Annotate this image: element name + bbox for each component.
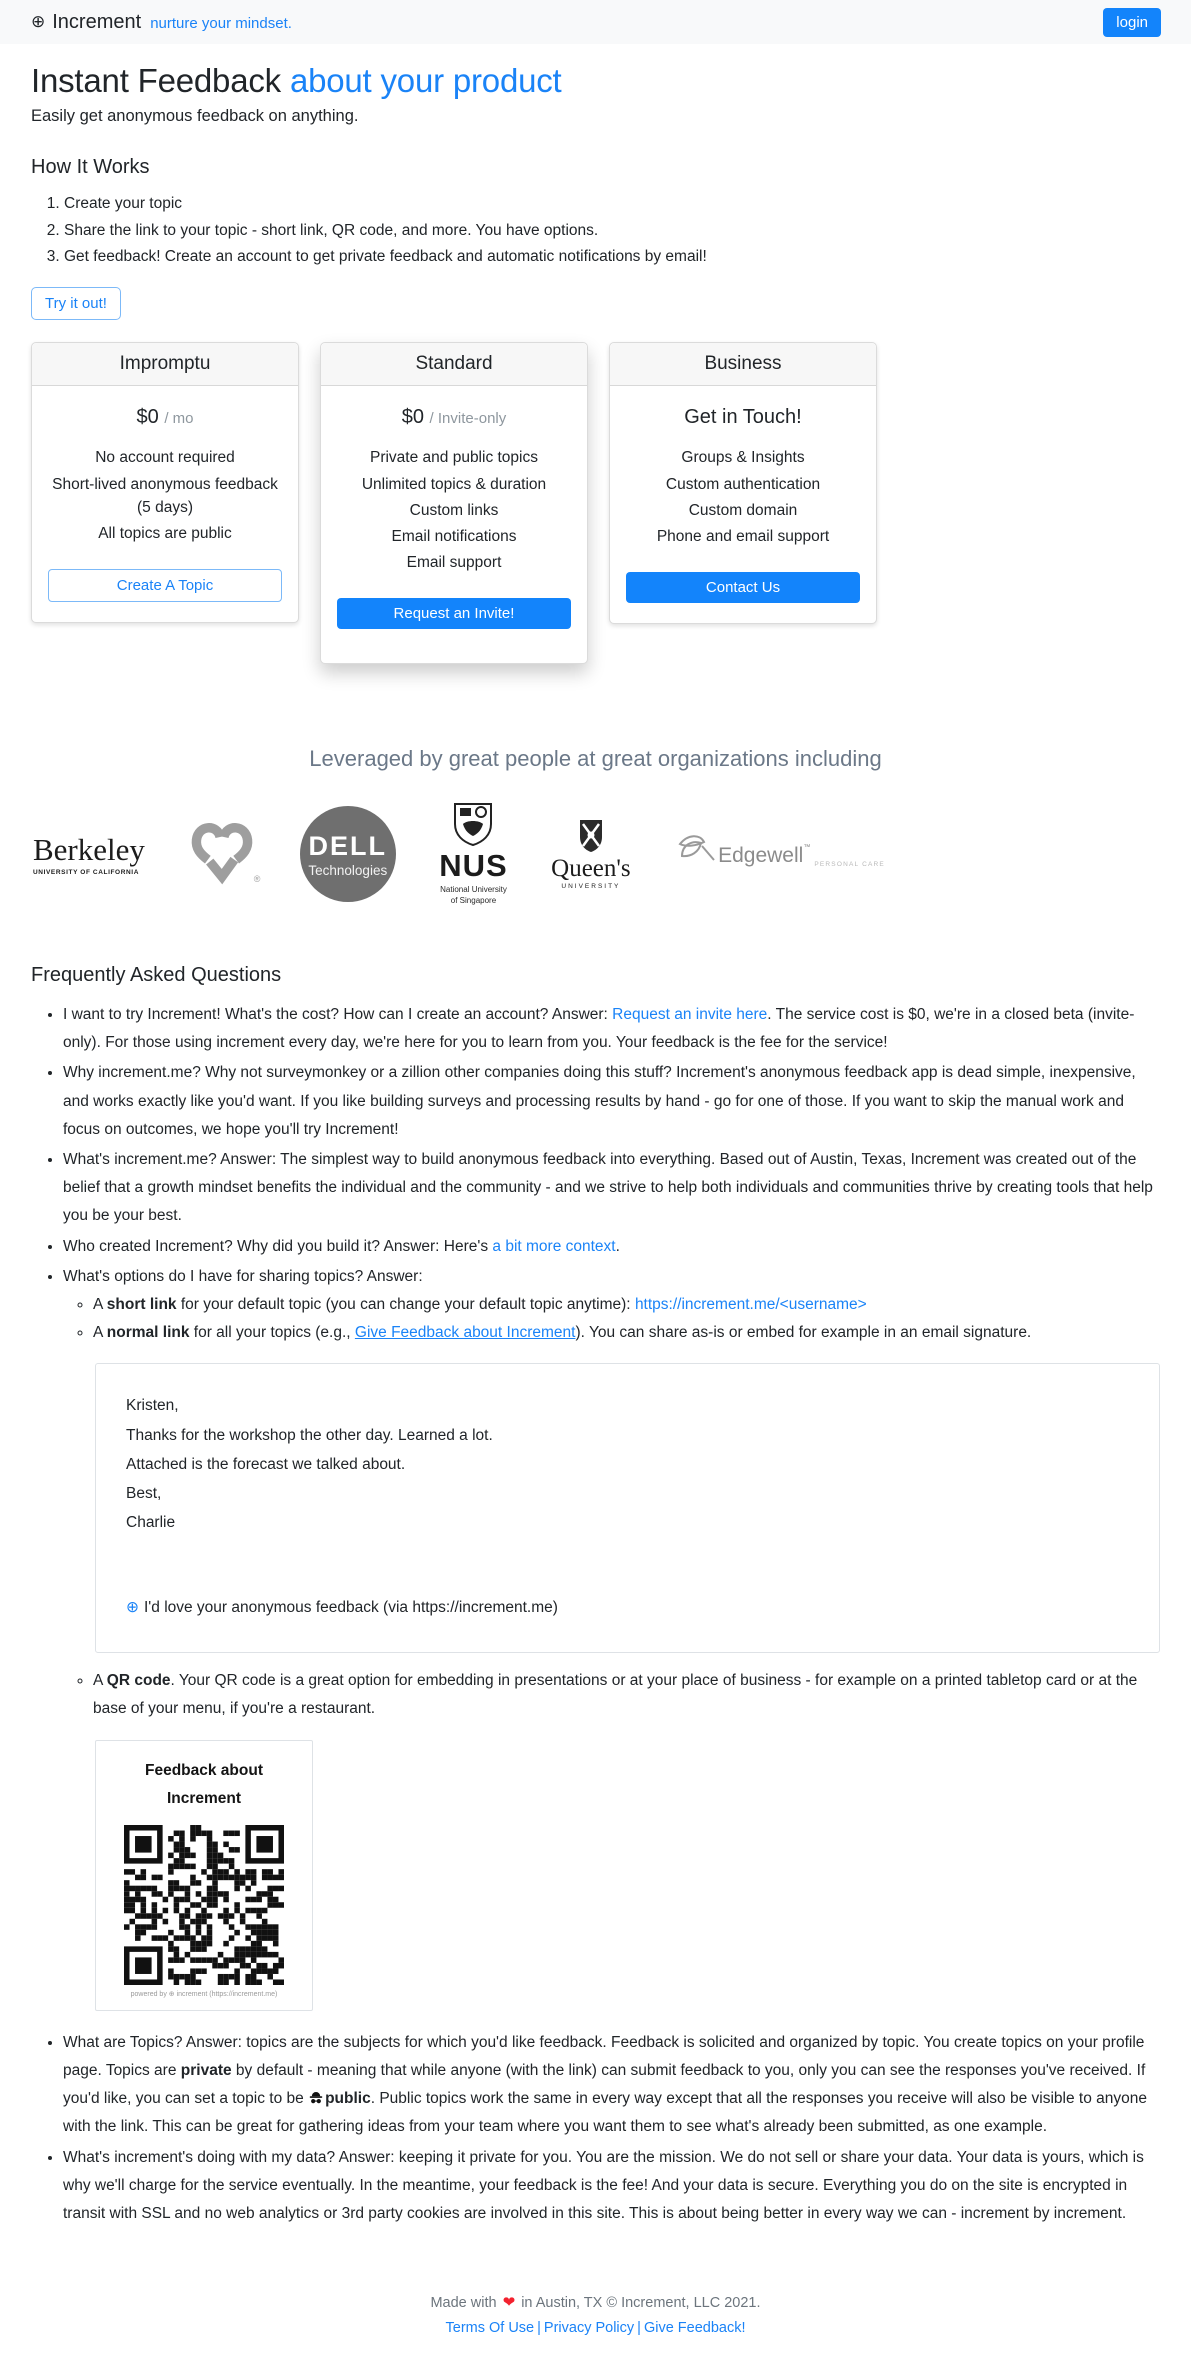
qr-card-title: Feedback about Increment	[145, 1761, 263, 1807]
qr-card-caption: powered by ⊕ increment (https://increment.me)	[130, 1991, 278, 1998]
queens-crest-icon	[578, 819, 604, 853]
faq-item: • Why increment.me? Why not surveymonkey or a zillion other companies doing this stuff? Increment's anonymous feedback app is dead simple, inexpensive, and works exactly like you'd want. If you like building surveys and processing results by hand - go for one of those. If you want to skip the manual work and focus on outcomes, we hope you'll try Increment!	[63, 1059, 1160, 1144]
footer-credit: Made with ❤ in Austin, TX © Increment, LLC 2021.	[430, 2294, 761, 2312]
feature-line: No account required	[95, 449, 235, 467]
contact-us-button[interactable]: Contact Us	[626, 572, 860, 603]
sharing-options-list	[63, 1291, 1160, 1347]
nus-logo	[439, 802, 507, 906]
feature-line: Phone and email support	[656, 528, 830, 546]
price-period: / Invite-only	[429, 409, 507, 427]
pricing-card-business	[609, 342, 877, 624]
feature-line: Custom links	[409, 501, 499, 519]
edgewell-wordmark: Edgewell™	[718, 844, 811, 868]
brand-name: Increment	[52, 10, 142, 33]
how-it-works-heading: How It Works	[31, 156, 150, 178]
card-title: Impromptu	[32, 343, 298, 386]
heart-logo	[188, 818, 261, 890]
berkeley-wordmark: Berkeley	[33, 832, 145, 868]
email-signature: ⊕ I'd love your anonymous feedback (via https://increment.me)	[126, 1599, 558, 1617]
card-price: $0 / Invite-only	[401, 405, 507, 428]
feature-line: Unlimited topics & duration	[361, 475, 547, 493]
nus-shield-icon	[453, 802, 493, 846]
short-link-url[interactable]: https://increment.me/<username>	[634, 1296, 867, 1314]
request-invite-button[interactable]: Request an Invite!	[337, 598, 571, 629]
dell-wordmark: DELL	[308, 830, 388, 861]
registered-mark: ®	[253, 874, 261, 885]
card-features	[46, 445, 284, 547]
email-gap	[126, 1537, 1129, 1593]
sharing-option-normal-link: ◦ A normal link for all your topics (e.g., Give Feedback about Increment). You can share as-is or embed for example in an email signature.	[93, 1319, 1160, 1347]
heart-icon: ❤	[502, 2294, 516, 2312]
email-line: Thanks for the workshop the other day. Learned a lot.	[126, 1426, 493, 1444]
edgewell-logo	[674, 830, 885, 878]
faq-heading: Frequently Asked Questions	[31, 964, 282, 986]
create-a-topic-button[interactable]: Create A Topic	[48, 569, 282, 602]
sharing-options-list	[63, 1667, 1160, 1723]
feature-line: All topics are public	[98, 525, 232, 543]
link-separator: |	[537, 2319, 541, 2336]
pricing-row	[31, 342, 1160, 664]
card-price: $0 / mo	[136, 405, 194, 428]
faq-section	[31, 964, 1160, 2228]
feature-line: Custom domain	[688, 501, 798, 519]
dell-logo	[300, 806, 396, 902]
pricing-card-standard	[320, 342, 588, 664]
feature-line: Email notifications	[391, 528, 517, 546]
organizations-section	[31, 746, 1160, 906]
feature-line: Email support	[406, 554, 502, 572]
sharing-option-qr-code: ◦ A QR code. Your QR code is a great option for embedding in presentations or at your place of business - for example on a printed tabletop card or at the base of your menu, if you're a restaurant.	[93, 1667, 1160, 1723]
page-title	[31, 62, 1160, 100]
card-title: Business	[610, 343, 876, 386]
faq-item: • What's increment's doing with my data? Answer: keeping it private for you. You are the mission. We do not sell or share your data. Your data is yours, which is why we'll charge for the service eventually. In the meantime, your feedback is the fee! And your data is secure. Everything you do on the site is encrypted in transit with SSL and no web analytics or 3rd party cookies are involved in this site. This is about being better in every way we can - increment by increment.	[63, 2144, 1160, 2229]
sharing-option-short-link: ◦ A short link for your default topic (you can change your default topic anytime): https://increment.me/<username>	[93, 1291, 1160, 1319]
feature-line: Short-lived anonymous feedback (5 days)	[52, 475, 278, 516]
login-button[interactable]: login	[1103, 8, 1161, 37]
faq-item: • What's increment.me? Answer: The simplest way to build anonymous feedback into everything. Based out of Austin, Texas, Increment was created out of the belief that a growth mindset benefits the individual and the community - and we strive to help both individuals and communities thrive by creating tools that help you be your best.	[63, 1146, 1160, 1231]
try-it-out-button[interactable]: Try it out!	[31, 287, 121, 320]
dell-subtext: Technologies	[308, 862, 388, 878]
card-title: Standard	[321, 343, 587, 386]
pricing-card-impromptu	[31, 342, 299, 623]
queens-logo	[551, 819, 630, 890]
privacy-policy-link[interactable]: Privacy Policy	[543, 2319, 635, 2336]
berkeley-logo	[33, 832, 145, 876]
qr-card	[95, 1740, 313, 2011]
nus-subtext: National University of Singapore	[440, 885, 507, 905]
give-feedback-footer-link[interactable]: Give Feedback!	[643, 2319, 746, 2336]
give-feedback-link[interactable]: Give Feedback about Increment	[354, 1324, 576, 1342]
logos-row	[33, 802, 885, 906]
footer-links	[31, 2318, 1160, 2340]
step-item: 2. Share the link to your topic - short link, QR code, and more. You have options.	[64, 218, 1160, 245]
page-subtitle: Easily get anonymous feedback on anything.	[31, 107, 359, 125]
step-item: 1. Create your topic	[64, 191, 1160, 218]
organizations-heading: Leveraged by great people at great organizations including	[309, 746, 882, 772]
globe-icon: ⊕	[126, 1599, 139, 1617]
berkeley-subtext: UNIVERSITY OF CALIFORNIA	[33, 869, 140, 877]
title-accent: about your product	[289, 62, 562, 99]
nus-wordmark: NUS	[439, 848, 508, 884]
faq-item: • Who created Increment? Why did you build it? Answer: Here's a bit more context.	[63, 1233, 1160, 1261]
feature-line: Custom authentication	[665, 475, 821, 493]
card-features	[624, 445, 862, 550]
feature-line: Private and public topics	[369, 449, 538, 467]
navbar	[0, 0, 1191, 44]
price-period: / mo	[164, 409, 194, 427]
title-dark: Instant Feedback	[31, 62, 281, 99]
email-line: Charlie	[126, 1513, 176, 1531]
faq-list	[31, 1001, 1160, 2228]
globe-icon: ⊕	[31, 11, 46, 31]
card-features	[335, 445, 573, 576]
brand-tagline: nurture your mindset.	[150, 14, 292, 32]
more-context-link[interactable]: a bit more context	[492, 1237, 616, 1255]
link-separator: |	[637, 2319, 641, 2336]
card-price: Get in Touch!	[684, 405, 802, 428]
spy-icon	[309, 2091, 323, 2105]
email-example-box	[95, 1363, 1160, 1653]
queens-subtext: UNIVERSITY	[561, 882, 621, 890]
email-line: Best,	[126, 1484, 162, 1502]
faq-item: • What are Topics? Answer: topics are the subjects for which you'd like feedback. Feedback is solicited and organized by topic. You create topics on your profile page. Topics are private by default - meaning that while anyone (with the link) can submit feedback to you, only you can see the responses you've received. If you'd like, you can set a topic to be public. Public topics work the same in every way except that all the responses you receive will also be visible to anyone with the link. This can be great for gathering ideas from your team where you want them to see what's already been submitted, as one example.	[63, 2029, 1160, 2142]
heart-icon	[188, 818, 256, 890]
queens-wordmark: Queen's	[551, 854, 631, 882]
footer	[31, 2292, 1160, 2340]
qr-code	[124, 1825, 284, 1985]
step-item: 3. Get feedback! Create an account to get private feedback and automatic notifications by email!	[64, 244, 1160, 271]
faq-item: • What's options do I have for sharing topics? Answer: ◦ A short link for your default topic (you can change your default topic anytime): https://increment.me/<username> ◦ A normal link for all your topics (e.g., Give Feedback about Increment). You can share as-is or embed for example in an email signature. Kristen, Thanks for the workshop the other day. Learned a lot. Attached is the forecast we talked about. Best, Charlie ⊕ I'd love your anonymous feedback (via https://increment.me) ◦ A QR code. Your QR code is a great option for embedding in presentations or at your place of business - for example on a printed tabletop card or at the base of your menu, if you're a restaurant. Feedback about Increment powered by ⊕ increment (https://increment.me)	[63, 1263, 1160, 2011]
terms-of-use-link[interactable]: Terms Of Use	[445, 2319, 535, 2336]
brand[interactable]	[31, 11, 292, 34]
faq-item: • I want to try Increment! What's the cost? How can I create an account? Answer: Request an invite here. The service cost is $0, we're in a closed beta (invite-only). For those using increment every day, we're here for you to learn from you. Your feedback is the fee for the service!	[63, 1001, 1160, 1057]
edgewell-bird-icon	[674, 830, 718, 878]
feature-line: Groups & Insights	[681, 449, 805, 467]
how-it-works-steps	[31, 191, 1160, 271]
email-line: Kristen,	[126, 1397, 179, 1415]
request-invite-link[interactable]: Request an invite here	[612, 1006, 768, 1023]
edgewell-subtext: PERSONAL CARE	[814, 861, 885, 869]
email-line: Attached is the forecast we talked about.	[126, 1455, 406, 1473]
